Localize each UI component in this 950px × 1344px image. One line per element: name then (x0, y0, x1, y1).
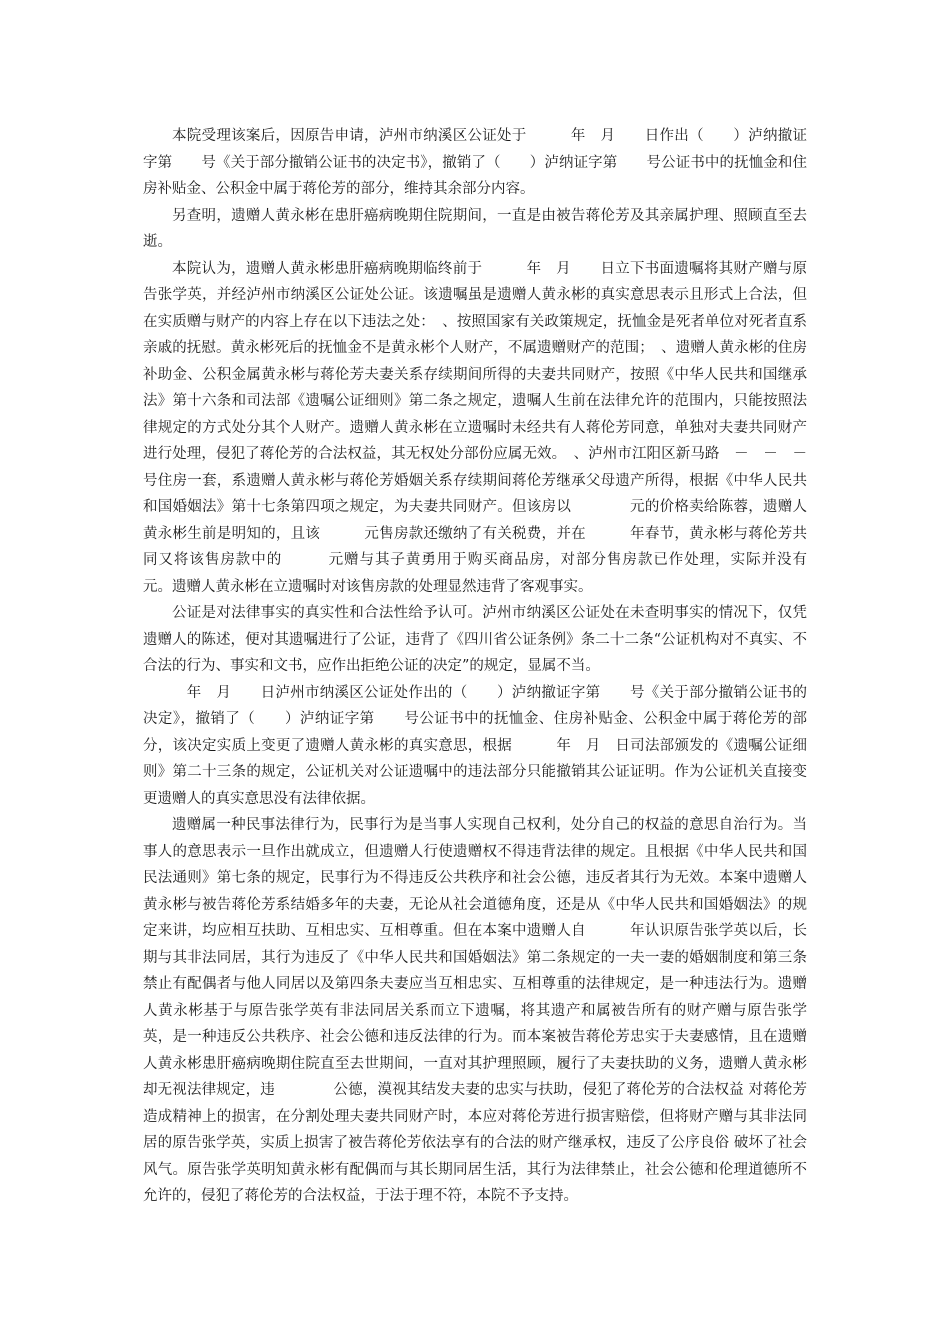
paragraph-notarization: 公证是对法律事实的真实性和合法性给予认可。泸州市纳溪区公证处在未查明事实的情况下，仅凭遗赠人的陈述，便对其遗嘱进行了公证，违背了《四川省公证条例》条二十二条“公证机构对不真实、不合法的行为、事实和文书，应作出拒绝公证的决定”的规定，显属不当。 (143, 605, 807, 674)
paragraph-revocation-decision: 年 月 日泸州市纳溪区公证处作出的（ ）泸纳撤证字第 号《关于部分撤销公证书的决定》，撤销了（ ）泸纳证字第 号公证书中的抚恤金、住房补贴金、公积金中属于蒋伦芳的部分，该决定实质上变更了遗赠人黄永彬的真实意思，根据 年 月 日司法部颁发的《遗嘱公证细则》第二十三条的规定，公证机关对公证遗嘱中的违法部分只能撤销其公证证明。作为公证机关直接变更遗赠人的真实意思没有法律依据。 (143, 684, 807, 807)
paragraph-bequest-analysis: 遗赠属一种民事法律行为，民事行为是当事人实现自己权利，处分自己的权益的意思自治行为。当事人的意思表示一旦作出就成立，但遗赠人行使遗赠权不得违背法律的规定。且根据《中华人民共和国民法通则》第七条的规定，民事行为不得违反公共秩序和社会公德，违反者其行为无效。本案中遗赠人黄永彬与被告蒋伦芳系结婚多年的夫妻，无论从社会道德角度，还是从《中华人民共和国婚姻法》的规定来讲，均应相互扶助、互相忠实、互相尊重。但在本案中遗赠人自 年认识原告张学英以后，长期与其非法同居，其行为违反了《中华人民共和国婚姻法》第二条规定的一夫一妻的婚姻制度和第三条禁止有配偶者与他人同居以及第四条夫妻应当互相忠实、互相尊重的法律规定，是一种违法行为。遗赠人黄永彬基于与原告张学英有非法同居关系而立下遗嘱，将其遗产和属被告所有的财产赠与原告张学英，是一种违反公共秩序、社会公德和违反法律的行为。而本案被告蒋伦芳忠实于夫妻感情，且在遗赠人黄永彬患肝癌病晚期住院直至去世期间，一直对其护理照顾，履行了夫妻扶助的义务，遗赠人黄永彬却无视法律规定，违 公德，漠视其结发夫妻的忠实与扶助，侵犯了蒋伦芳的合法权益 对蒋伦芳造成精神上的损害，在分割处理夫妻共同财产时，本应对蒋伦芳进行损害赔偿，但将财产赠与其非法同居的原告张学英，实质上损害了被告蒋伦芳依法享有的合法的财产继承权，违反了公序良俗 破坏了社会风气。原告张学英明知黄永彬有配偶而与其长期同居生活，其行为法律禁止，社会公德和伦理道德所不允许的，侵犯了蒋伦芳的合法权益，于法于理不符，本院不予支持。 (143, 817, 807, 1204)
paragraph-further-findings: 另查明，遗赠人黄永彬在患肝癌病晚期住院期间，一直是由被告蒋伦芳及其亲属护理、照顾直至去逝。 (143, 207, 807, 250)
document-body (143, 123, 851, 1210)
paragraph-court-opinion: 本院认为，遗赠人黄永彬患肝癌病晚期临终前于 年 月 日立下书面遗嘱将其财产赠与原告张学英，并经泸州市纳溪区公证处公证。该遗嘱虽是遗赠人黄永彬的真实意思表示且形式上合法，但在实质赠与财产的内容上存在以下违法之处： 、按照国家有关政策规定，抚恤金是死者单位对死者直系亲戚的抚慰。黄永彬死后的抚恤金不是黄永彬个人财产，不属遗赠财产的范围； 、遗赠人黄永彬的住房补助金、公积金属黄永彬与蒋伦芳夫妻关系存续期间所得的夫妻共同财产，按照《中华人民共和国继承法》第十六条和司法部《遗嘱公证细则》第二条之规定，遗嘱人生前在法律允许的范围内，只能按照法律规定的方式处分其个人财产。遗赠人黄永彬在立遗嘱时未经共有人蒋伦芳同意，单独对夫妻共同财产进行处理，侵犯了蒋伦芳的合法权益，其无权处分部份应属无效。 、泸州市江阳区新马路 － － － 号住房一套，系遗赠人黄永彬与蒋伦芳婚姻关系存续期间蒋伦芳继承父母遗产所得，根据《中华人民共和国婚姻法》第十七条第四项之规定，为夫妻共同财产。但该房以 元的价格卖给陈蓉，遗赠人黄永彬生前是明知的，且该 元售房款还缴纳了有关税费，并在 年春节，黄永彬与蒋伦芳共同又将该售房款中的 元赠与其子黄勇用于购买商品房，对部分售房款已作处理，实际并没有 元。遗赠人黄永彬在立遗嘱时对该售房款的处理显然违背了客观事实。 (143, 260, 851, 595)
paragraph-case-acceptance: 本院受理该案后，因原告申请，泸州市纳溪区公证处于 年 月 日作出（ ）泸纳撤证字第 号《关于部分撤销公证书的决定书》，撤销了（ ）泸纳证字第 号公证书中的抚恤金和住房补贴金、公积金中属于蒋伦芳的部分，维持其余部分内容。 (143, 128, 807, 197)
